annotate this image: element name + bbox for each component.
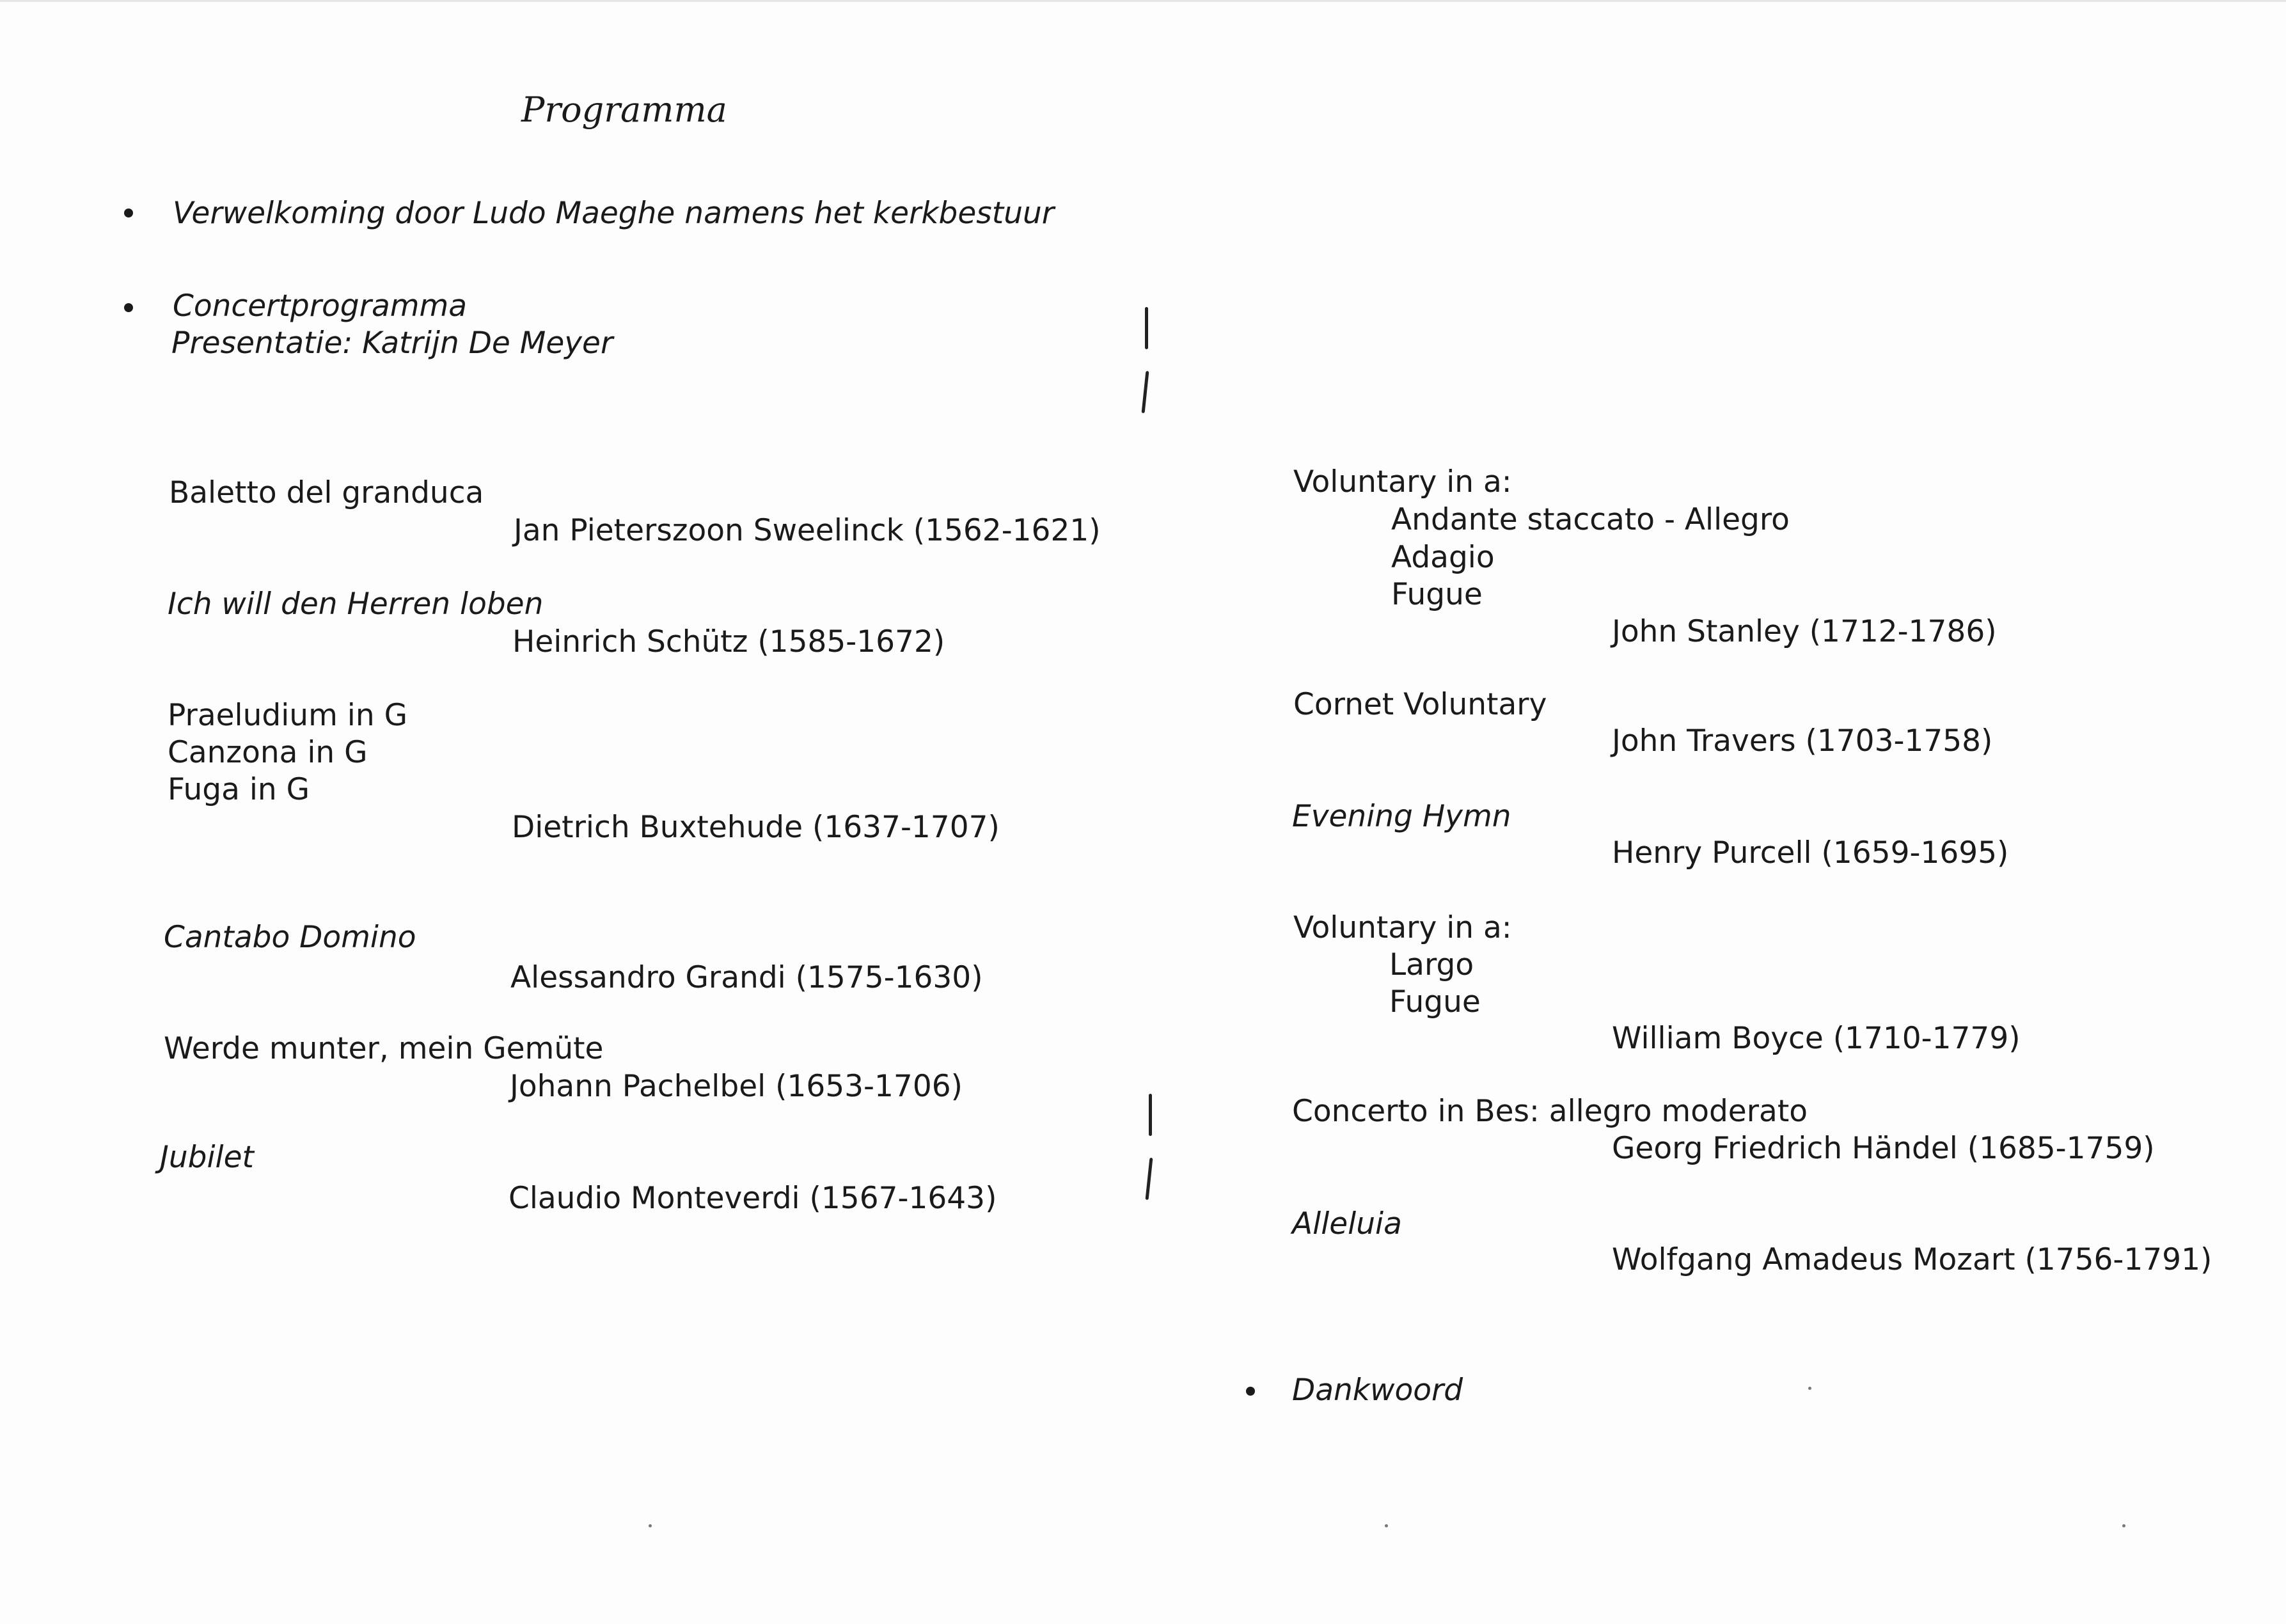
page-title: Programma: [521, 90, 727, 130]
staple-mark: [1146, 1158, 1153, 1200]
composer: Georg Friedrich Händel (1685-1759): [1612, 1131, 2155, 1166]
composer: William Boyce (1710-1779): [1612, 1021, 2021, 1056]
movement: Largo: [1389, 947, 1474, 982]
piece-title: Evening Hymn: [1292, 799, 1511, 834]
movement: Fugue: [1391, 577, 1483, 612]
piece-title: Cornet Voluntary: [1293, 687, 1547, 722]
composer: Jan Pieterszoon Sweelinck (1562-1621): [514, 513, 1101, 548]
composer: Alessandro Grandi (1575-1630): [510, 960, 983, 995]
concert-heading: Concertprogramma: [173, 288, 468, 324]
piece-title: Jubilet: [160, 1140, 254, 1175]
bullet-concert: [124, 303, 133, 312]
presentation-text: Presentatie: Katrijn De Meyer: [171, 326, 613, 361]
piece-title: Praeludium in G: [168, 698, 408, 733]
composer: Claudio Monteverdi (1567-1643): [508, 1181, 997, 1216]
piece-title: Fuga in G: [168, 772, 310, 807]
piece-title: Voluntary in a:: [1293, 910, 1512, 945]
page-top-edge: [0, 0, 2286, 2]
staple-mark: [1145, 307, 1148, 349]
composer: John Travers (1703-1758): [1612, 723, 1993, 759]
piece-title: Cantabo Domino: [164, 920, 416, 955]
piece-title: Voluntary in a:: [1293, 464, 1512, 500]
composer: Henry Purcell (1659-1695): [1612, 835, 2009, 871]
movement: Andante staccato - Allegro: [1391, 502, 1790, 537]
composer: Wolfgang Amadeus Mozart (1756-1791): [1612, 1242, 2212, 1277]
movement: Adagio: [1391, 540, 1495, 575]
composer: John Stanley (1712-1786): [1612, 614, 1997, 649]
scan-speck: [649, 1524, 652, 1527]
composer: Dietrich Buxtehude (1637-1707): [512, 810, 1000, 845]
composer: Heinrich Schütz (1585-1672): [512, 624, 945, 659]
piece-title: Ich will den Herren loben: [168, 587, 544, 622]
piece-title: Baletto del granduca: [169, 475, 484, 510]
welcome-text: Verwelkoming door Ludo Maeghe namens het kerkbestuur: [173, 196, 1055, 231]
bullet-closing: [1246, 1387, 1255, 1396]
closing-text: Dankwoord: [1292, 1373, 1463, 1408]
staple-mark: [1142, 371, 1149, 413]
scan-speck: [2122, 1524, 2125, 1527]
piece-title: Concerto in Bes: allegro moderato: [1292, 1094, 1808, 1129]
scan-speck: [1808, 1387, 1811, 1390]
bullet-welcome: [124, 209, 133, 217]
piece-title: Alleluia: [1292, 1206, 1402, 1242]
piece-title: Werde munter, mein Gemüte: [164, 1031, 604, 1066]
scan-speck: [1385, 1524, 1388, 1527]
piece-title: Canzona in G: [168, 735, 368, 770]
movement: Fugue: [1389, 984, 1481, 1020]
staple-mark: [1149, 1094, 1152, 1136]
composer: Johann Pachelbel (1653-1706): [510, 1069, 963, 1104]
